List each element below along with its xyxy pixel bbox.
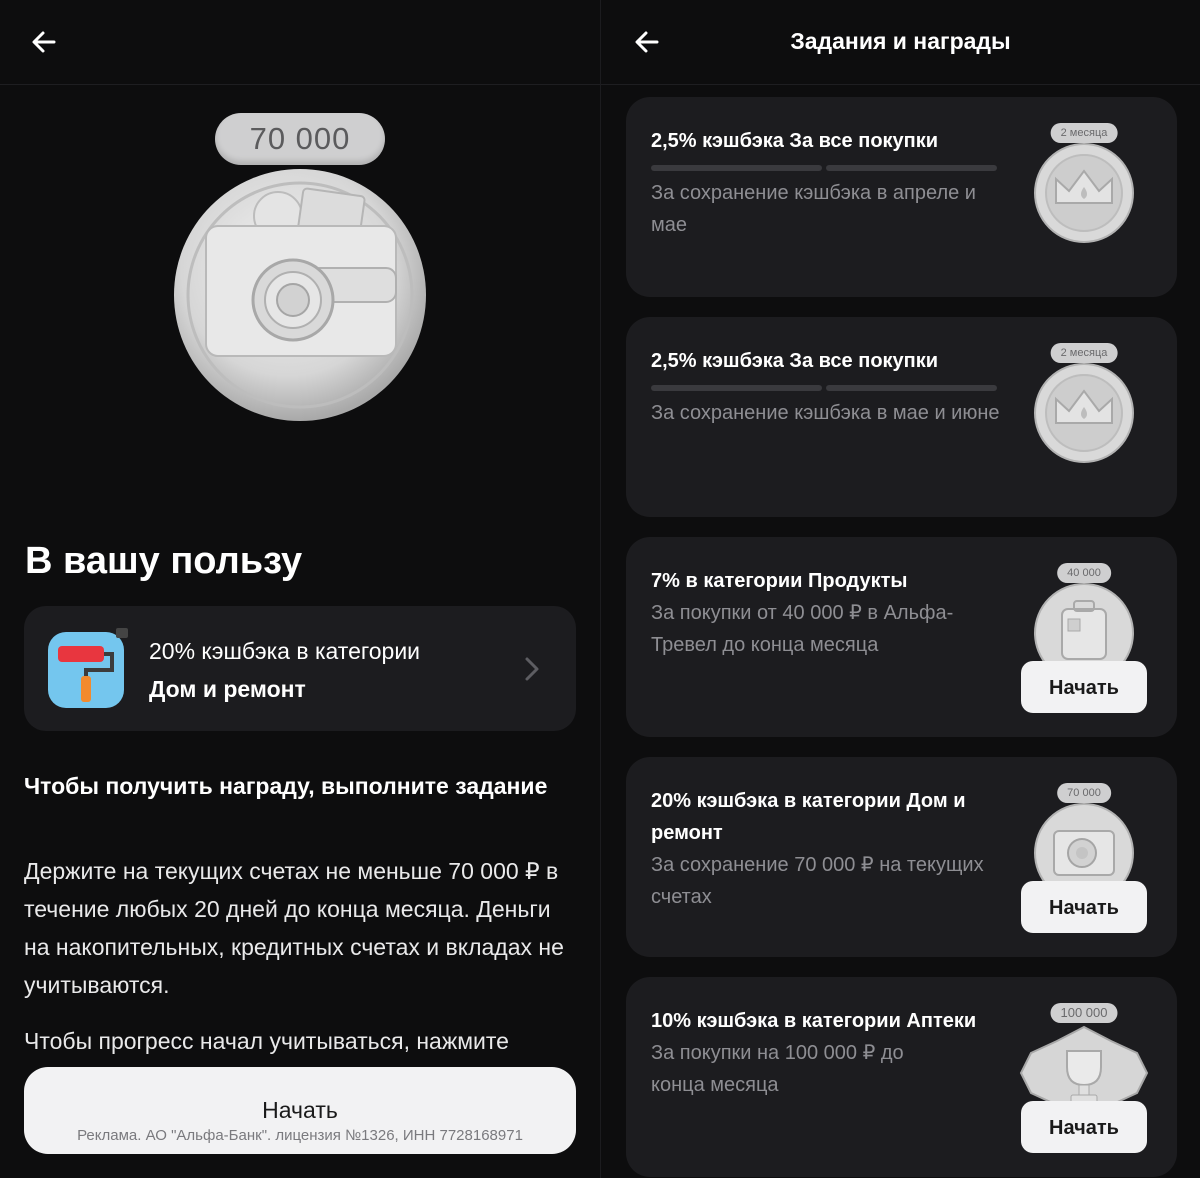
start-button[interactable]: Начать [1021, 661, 1147, 713]
task-heading: Чтобы получить награду, выполните задание [24, 773, 548, 799]
badge-label: 2 месяца [1051, 123, 1118, 143]
offer-line-1: 20% кэшбэка в категории [149, 638, 421, 664]
task-card[interactable] [626, 757, 1177, 957]
badge-label: 70 000 [1057, 783, 1111, 803]
start-button-label: Начать [262, 1097, 338, 1123]
reward-badge [1024, 117, 1144, 247]
task-card-title: 2,5% кэшбэка За все покупки [651, 350, 939, 372]
start-button[interactable] [24, 1067, 576, 1154]
task-card-title: 20% кэшбэка в категории Дом и ремонт [651, 790, 966, 844]
task-card-description: За сохранение кэшбэка в мае и июне [651, 402, 1000, 424]
reward-badge [1024, 337, 1144, 467]
reward-amount-pill: 70 000 [215, 113, 385, 165]
badge-label: 40 000 [1057, 563, 1111, 583]
task-card[interactable] [626, 977, 1177, 1177]
task-card-description: За сохранение 70 000 ₽ на текущих счетах [651, 854, 984, 908]
top-bar [0, 0, 600, 85]
task-card-title: 7% в категории Продукты [651, 570, 908, 592]
task-description: Держите на текущих счетах не меньше 70 000 ₽ в течение любых 20 дней до конца месяца. Деньги на накопительных, кредитных счетах и вкладах не учитываются. [24, 858, 564, 998]
page-heading: В вашу пользу [25, 540, 303, 582]
progress-bar [651, 385, 997, 391]
offer-line-2: Дом и ремонт [149, 676, 306, 702]
start-button[interactable]: Начать [1021, 881, 1147, 933]
task-card-description: За покупки на 100 000 ₽ до конца месяца [651, 1042, 904, 1096]
progress-bar [651, 165, 997, 171]
task-hint: Чтобы прогресс начал учитываться, нажмите [24, 1028, 509, 1054]
page-title: Задания и награды [790, 28, 1011, 54]
paint-roller-icon [48, 628, 128, 708]
cashback-offer-card[interactable] [24, 606, 576, 731]
top-bar [601, 0, 1200, 85]
task-card-description: За покупки от 40 000 ₽ в Альфа-Тревел до конца месяца [651, 602, 954, 656]
task-card-title: 10% кэшбэка в категории Аптеки [651, 1010, 977, 1032]
chevron-right-icon [524, 656, 540, 682]
start-button[interactable]: Начать [1021, 1101, 1147, 1153]
safe-medal-icon [160, 160, 440, 430]
back-arrow-icon[interactable] [28, 26, 60, 58]
task-card-title: 2,5% кэшбэка За все покупки [651, 130, 939, 152]
task-card[interactable] [626, 537, 1177, 737]
task-card-description: За сохранение кэшбэка в апреле и мае [651, 182, 976, 236]
badge-label: 2 месяца [1051, 343, 1118, 363]
crown-medal-icon [1034, 363, 1134, 463]
task-card[interactable] [626, 317, 1177, 517]
badge-label: 100 000 [1051, 1003, 1118, 1023]
task-card[interactable] [626, 97, 1177, 297]
tasks-rewards-screen [601, 0, 1200, 1178]
ad-disclaimer: Реклама. АО "Альфа-Банк". лицензия №1326, ИНН 7728168971 [77, 1127, 523, 1144]
crown-medal-icon [1034, 143, 1134, 243]
